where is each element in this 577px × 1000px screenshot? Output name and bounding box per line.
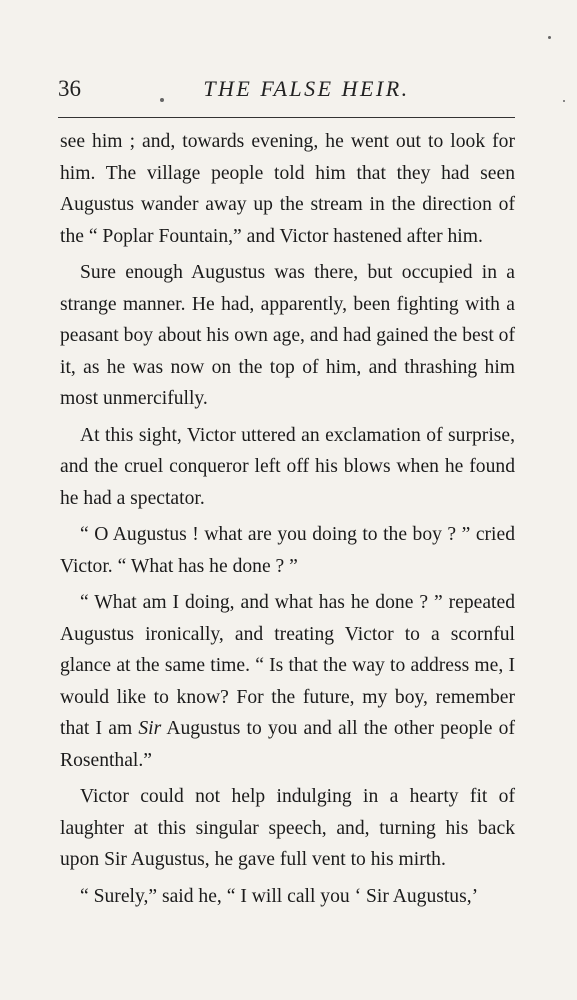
paragraph-5-before: “ What am I doing, and what has he done ? ” repeated Augustus ironically, and treating Victor to a scornful glance at the same time. “ Is that the way to address me, I would like to know? For the future, my boy, remember that I am xyxy=(60,592,515,739)
paragraph-6: Victor could not help indulging in a hearty fit of laughter at this singular speech, and, turning his back upon Sir Augustus, he gave full vent to his mirth. xyxy=(60,786,515,870)
paragraph-5 xyxy=(60,587,515,776)
print-speck xyxy=(160,98,164,102)
print-speck xyxy=(563,100,565,102)
header-rule xyxy=(58,117,515,118)
print-speck xyxy=(548,36,551,39)
paragraph-5-after: Augustus to you and all the other people of Rosenthal.” xyxy=(60,718,515,771)
paragraph-4: “ O Augustus ! what are you doing to the boy ? ” cried Victor. “ What has he done ? ” xyxy=(60,524,515,577)
body-text xyxy=(60,126,515,917)
paragraph-3: At this sight, Victor uttered an exclamation of surprise, and the cruel conqueror left off his blows when he found he had a spectator. xyxy=(60,424,515,509)
running-title: THE FALSE HEIR. xyxy=(203,76,410,101)
paragraph-1: see him ; and, towards evening, he went out to look for him. The village people told him that they had seen Augustus wander away up the stream in the direction of the “ Poplar Fountain,” and Victor hastened after him. xyxy=(60,131,515,247)
page-number: 36 xyxy=(58,76,81,101)
paragraph-2: Sure enough Augustus was there, but occupied in a strange manner. He had, apparently, been fighting with a peasant boy about his own age, and had gained the best of it, as he was now on the top of him, and thrashing him most unmercifully. xyxy=(60,262,515,409)
page-header xyxy=(58,72,515,112)
paragraph-5-emphasis: Sir xyxy=(138,718,162,739)
paragraph-7: “ Surely,” said he, “ I will call you ‘ Sir Augustus,’ xyxy=(80,885,479,907)
